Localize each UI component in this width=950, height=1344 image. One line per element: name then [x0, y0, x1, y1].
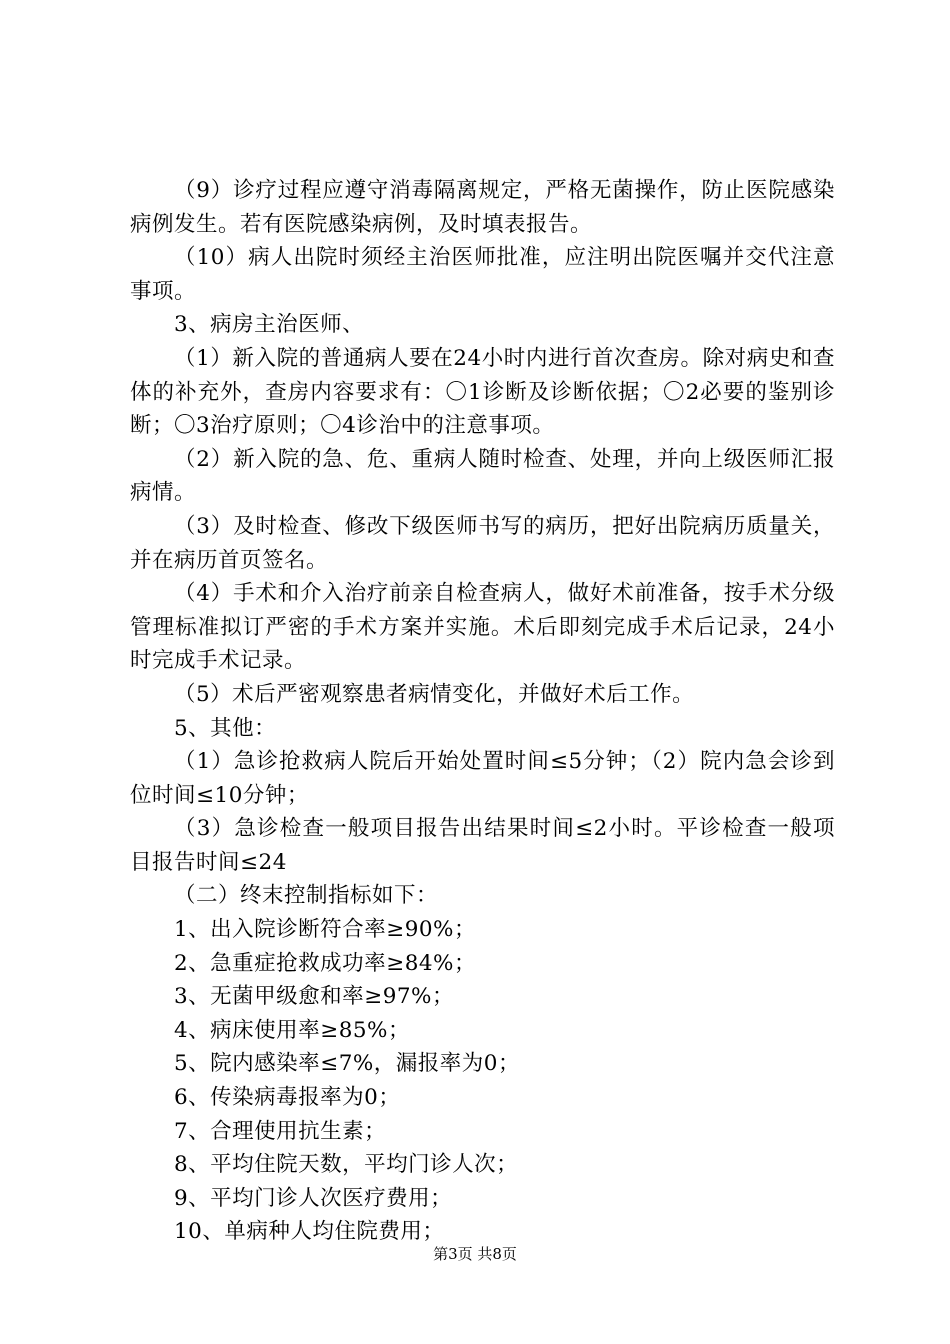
page-number: 第3页 共8页	[433, 1245, 517, 1263]
paragraph-first-ward-round: （1）新入院的普通病人要在24小时内进行首次查房。除对病史和查体的补充外，查房内容要求有：〇1诊断及诊断依据；〇2必要的鉴别诊断；〇3治疗原则；〇4诊治中的注意事项。	[130, 345, 835, 439]
paragraph-postoperative-care: （5）术后严密观察患者病情变化，并做好术后工作。	[174, 681, 695, 707]
list-item-indicator-10: 10、单病种人均住院费用；	[174, 1219, 445, 1245]
paragraph-emergency-timing: （1）急诊抢救病人院后开始处置时间≤5分钟；（2）院内急会诊到位时间≤10分钟；	[130, 749, 835, 808]
section-heading-other: 5、其他：	[174, 715, 277, 741]
list-item-indicator-5: 5、院内感染率≤7%，漏报率为0；	[174, 1051, 520, 1077]
paragraph-surgery-preparation: （4）手术和介入治疗前亲自检查病人，做好术前准备，按手术分级管理标准拟订严密的手术方案并实施。术后即刻完成手术后记录，24小时完成手术记录。	[130, 581, 835, 674]
page-footer	[0, 1244, 950, 1264]
paragraph-discharge-approval: （10）病人出院时须经主治医师批准，应注明出院医嘱并交代注意事项。	[130, 245, 835, 304]
list-item-indicator-3: 3、无菌甲级愈和率≥97%；	[174, 984, 454, 1010]
section-heading-final-indicators: （二）终末控制指标如下：	[174, 883, 439, 909]
list-item-indicator-4: 4、病床使用率≥85%；	[174, 1017, 410, 1043]
paragraph-report-timing: （3）急诊检查一般项目报告出结果时间≤2小时。平诊检查一般项目报告时间≤24	[130, 816, 835, 875]
paragraph-emergency-patients: （2）新入院的急、危、重病人随时检查、处理，并向上级医师汇报病情。	[130, 446, 835, 506]
paragraph-infection-control: （9）诊疗过程应遵守消毒隔离规定，严格无菌操作，防止医院感染病例发生。若有医院感染病例，及时填表报告。	[130, 178, 835, 237]
paragraph-medical-record-review: （3）及时检查、修改下级医师书写的病历，把好出院病历质量关，并在病历首页签名。	[130, 513, 835, 573]
list-item-indicator-9: 9、平均门诊人次医疗费用；	[174, 1185, 453, 1211]
document-body	[130, 174, 835, 1249]
list-item-indicator-6: 6、传染病毒报率为0；	[174, 1085, 401, 1111]
section-heading-attending-physician: 3、病房主治医师、	[174, 312, 365, 338]
list-item-indicator-7: 7、合理使用抗生素；	[174, 1118, 387, 1144]
list-item-indicator-8: 8、平均住院天数，平均门诊人次；	[174, 1152, 519, 1178]
list-item-indicator-1: 1、出入院诊断符合率≥90%；	[174, 917, 476, 943]
list-item-indicator-2: 2、急重症抢救成功率≥84%；	[174, 950, 476, 976]
